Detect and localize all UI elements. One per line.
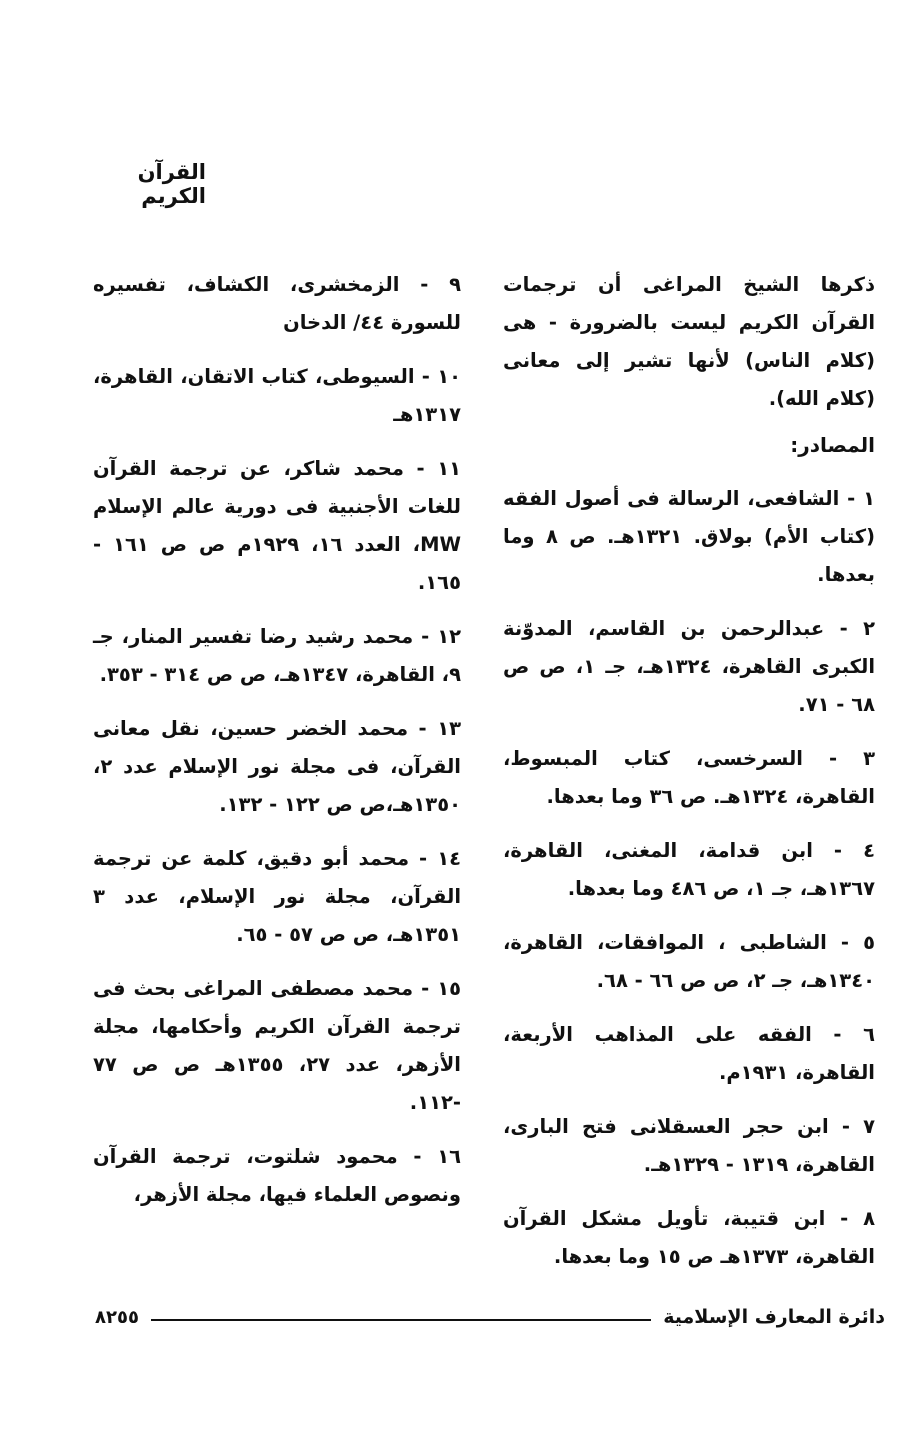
reference-item: ٢ - عبدالرحمن بن القاسم، المدوّنة الكبرى القاهرة، ١٣٢٤هـ، جـ ١، ص ص ٦٨ - ٧١. xyxy=(503,617,876,716)
reference-item: ١٠ - السيوطى، كتاب الاتقان، القاهرة، ١٣١٧هـ xyxy=(93,365,461,426)
footer-rule xyxy=(151,1319,651,1321)
page-footer xyxy=(95,1300,885,1334)
reference-item: ٧ - ابن حجر العسقلانى فتح البارى، القاهرة، ١٣١٩ - ١٣٢٩هـ. xyxy=(503,1115,875,1176)
intro-paragraph: ذكرها الشيخ المراغى أن ترجمات القرآن الكريم ليست بالضرورة - هى (كلام الناس) لأنها تشير إلى معانى (كلام الله). xyxy=(503,273,875,410)
reference-item: ١٣ - محمد الخضر حسين، نقل معانى القرآن، فى مجلة نور الإسلام عدد ٢، ١٣٥٠هـ،ص ص ١٢٢ - ١٣٢. xyxy=(93,717,461,816)
reference-item: ١١ - محمد شاكر، عن ترجمة القرآن للغات الأجنبية فى دورية عالم الإسلام MW، العدد ١٦، ١٩٢٩م ص ص ١٦١ - ١٦٥. xyxy=(93,457,461,594)
reference-item: ٤ - ابن قدامة، المغنى، القاهرة، ١٣٦٧هـ، جـ ١، ص ٤٨٦ وما بعدها. xyxy=(503,839,875,900)
reference-item: ٥ - الشاطبى ، الموافقات، القاهرة، ١٣٤٠هـ، جـ ٢، ص ص ٦٦ - ٦٨. xyxy=(503,931,875,992)
footer-title: دائرة المعارف الإسلامية xyxy=(663,1306,885,1328)
reference-item: ١٦ - محمود شلتوت، ترجمة القرآن ونصوص العلماء فيها، مجلة الأزهر، xyxy=(93,1145,461,1206)
reference-item: ٨ - ابن قتيبة، تأويل مشكل القرآن القاهرة، ١٣٧٣هـ ص ١٥ وما بعدها. xyxy=(503,1207,875,1268)
reference-item: ٦ - الفقه على المذاهب الأربعة، القاهرة، ١٩٣١م. xyxy=(503,1023,875,1084)
reference-item: ١ - الشافعى، الرسالة فى أصول الفقه (كتاب الأم) بولاق. ١٣٢١هـ. ص ٨ وما بعدها. xyxy=(503,487,875,586)
left-column xyxy=(93,266,461,1230)
reference-item: ١٢ - محمد رشيد رضا تفسير المنار، جـ ٩، القاهرة، ١٣٤٧هـ، ص ص ٣١٤ - ٣٥٣. xyxy=(93,625,461,686)
sources-heading: المصادر: xyxy=(790,433,875,457)
reference-item: ١٥ - محمد مصطفى المراغى بحث فى ترجمة القرآن الكريم وأحكامها، مجلة الأزهر، عدد ٢٧، ١٣٥٥هـ ص ص ٧٧ -١١٢. xyxy=(93,977,461,1114)
reference-item: ٣ - السرخسى، كتاب المبسوط، القاهرة، ١٣٢٤هـ. ص ٣٦ وما بعدها. xyxy=(503,747,875,808)
reference-item: ١٤ - محمد أبو دقيق، كلمة عن ترجمة القرآن، مجلة نور الإسلام، عدد ٣ ١٣٥١هـ، ص ص ٥٧ - ٦٥. xyxy=(93,847,461,946)
page-number: ٨٢٥٥ xyxy=(95,1306,139,1328)
running-head: القرآن الكريم xyxy=(137,160,206,208)
reference-item: ٩ - الزمخشرى، الكشاف، تفسيره للسورة ٤٤/ الدخان xyxy=(93,273,461,334)
right-column xyxy=(503,266,875,1292)
